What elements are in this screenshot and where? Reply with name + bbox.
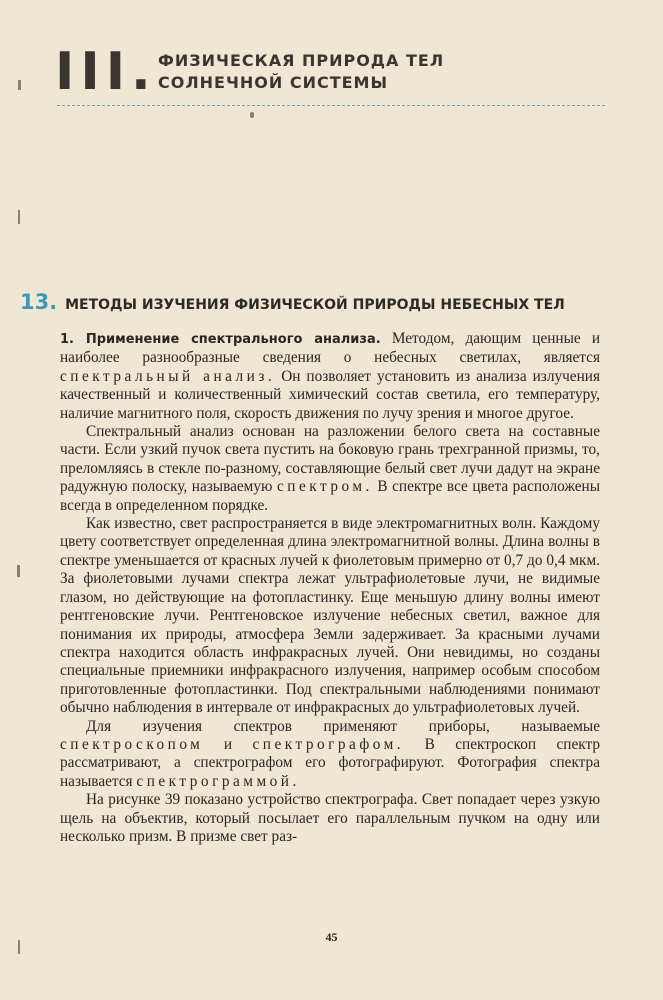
term-spectroscope: спектроскопом: [60, 735, 204, 753]
section-title: МЕТОДЫ ИЗУЧЕНИЯ ФИЗИЧЕСКОЙ ПРИРОДЫ НЕБЕСНЫХ ТЕЛ: [65, 297, 565, 313]
paragraph-5: На рисунке 39 показано устройство спектрографа. Свет попадает через узкую щель на объектив, который посылает его параллельным пучком на одну или несколько призм. В призме свет раз-: [60, 791, 600, 845]
term-spectral-analysis: спектральный анализ.: [60, 367, 276, 385]
chapter-divider: [57, 105, 605, 106]
paragraph-3: Как известно, свет распространяется в виде электромагнитных волн. Каждому цвету соответствует определенная длина электромагнитной волны. Длина волны в спектре уменьшается от красных лучей к фиолетовым примерно от 0,7 до 0,4 мкм. За фиолетовыми лучами спектра лежат ультрафиолетовые лучи, не видимые глазом, но действующие на фотопластинку. Еще меньшую длину волны имеют рентгеновские лучи. Рентгеновское излучение небесных светил, важное для понимания их природы, атмосфера Земли задерживает. За красными лучами спектра находится область инфракрасных лучей. Они невидимы, но созданы специальные приемники инфракрасного излучения, например особым способом приготовленные фотопластинки. Под спектральными наблюдениями понимают обычно наблюдения в интервале от инфракрасных до ультрафиолетовых лучей.: [60, 515, 600, 717]
binding-mark: [18, 80, 21, 90]
section-number: 13.: [20, 290, 58, 314]
chapter-number: III.: [55, 42, 157, 102]
body-text: [60, 330, 600, 846]
paragraph-1-text-c: Он позволяет установить из анализа излучения качественный и количественный химический состав светила, его температуру, наличие магнитного поля, скорость движения по лучу зрения и многое другое.: [60, 367, 600, 422]
chapter-title-line-1: ФИЗИЧЕСКАЯ ПРИРОДА ТЕЛ: [158, 51, 445, 70]
page-number: 45: [325, 930, 338, 944]
chapter-title: [158, 50, 444, 94]
chapter-title-line-2: СОЛНЕЧНОЙ СИСТЕМЫ: [158, 73, 389, 92]
paragraph-4-text-a: Для изучения спектров применяют приборы, называемые: [86, 717, 600, 735]
paragraph-1-text-a: Методом, дающим ценные и наиболее разнообразные сведения о небесных светилах, является: [60, 330, 601, 367]
paragraph-4: [60, 718, 600, 792]
paragraph-2: [60, 423, 600, 515]
term-spectrograph: спектрографом.: [252, 735, 405, 753]
paragraph-2-text-c: В спектре все цвета расположены всегда в определенном порядке.: [60, 478, 601, 514]
subsection-title: 1. Применение спектрального анализа.: [60, 332, 381, 347]
binding-mark: [18, 210, 20, 224]
section-heading: [20, 290, 565, 317]
paragraph-4-text-c: и: [223, 735, 233, 753]
paragraph-2-text-a: Спектральный анализ основан на разложении белого света на составные части. Если узкий пучок света пустить на боковую грань трехгранной призмы, то, преломляясь в стекле по-разному, составляющие белый свет лучи дадут на экране радужную полоску, называемую: [60, 423, 600, 496]
paragraph-4-text-e: В спектроскоп спектр рассматривают, а спектрографом его фотографируют. Фотография спектра называется: [60, 735, 601, 790]
term-spectrum: спектром.: [276, 478, 373, 496]
paragraph-1: [60, 330, 600, 423]
ink-speck: [250, 112, 254, 118]
binding-mark: [17, 565, 20, 577]
binding-mark: [18, 940, 20, 954]
term-spectrogram: спектрограммой.: [136, 772, 300, 790]
